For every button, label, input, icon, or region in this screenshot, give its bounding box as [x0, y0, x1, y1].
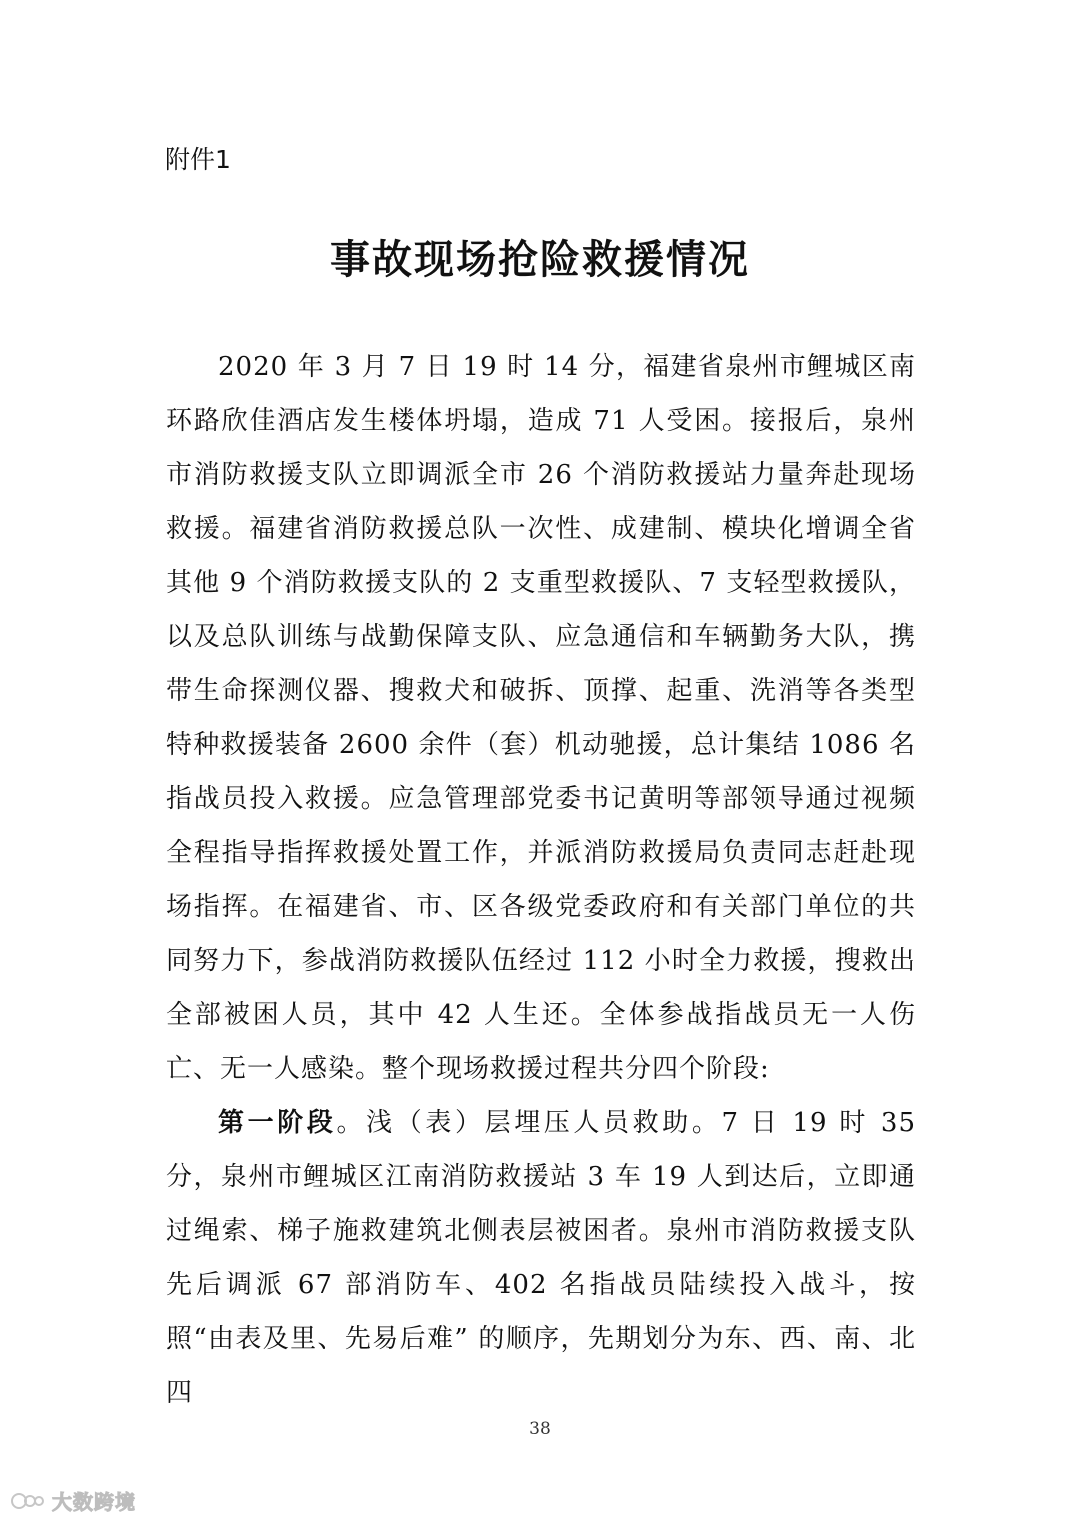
paragraph-text: 2020 年 3 月 7 日 19 时 14 分，福建省泉州市鲤城区南环路欣佳酒店发生楼体坍塌，造成 71 人受困。接报后，泉州市消防救援支队立即调派全市 26 个消防救援站力量奔赴现场救援。福建省消防救援总队一次性、成建制、模块化增调全省其他 9 个消防救援支队的 2 支重型救援队、7 支轻型救援队，以及总队训练与战勤保障支队、应急通信和车辆勤务大队，携带生命探测仪器、搜救犬和破拆、顶撑、起重、洗消等各类型特种救援装备 2600 余件（套）机动驰援，总计集结 1086 名指战员投入救援。应急管理部党委书记黄明等部领导通过视频全程指导指挥救援处置工作，并派消防救援局负责同志赶赴现场指挥。在福建省、市、区各级党委政府和有关部门单位的共同努力下，参战消防救援队伍经过 112 小时全力救援，搜救出全部被困人员，其中 42 人生还。全体参战指战员无一人伤亡、无一人感染。整个现场救援过程共分四个阶段:: [166, 352, 916, 1084]
paragraph-lead: 第一阶段: [218, 1108, 337, 1138]
attachment-label: 附件1: [165, 145, 231, 174]
paragraph-stage-one: [166, 1096, 916, 1420]
paragraph-overview: [166, 340, 916, 1096]
document-body: [166, 340, 916, 1420]
watermark: [10, 1486, 136, 1515]
document-title: 事故现场抢险救援情况: [330, 237, 750, 283]
watermark-logo-icon: [10, 1488, 46, 1514]
paragraph-text: 。浅（表）层埋压人员救助。7 日 19 时 35 分，泉州市鲤城区江南消防救援站 3 车 19 人到达后，立即通过绳索、梯子施救建筑北侧表层被困者。泉州市消防救援支队先后调派 67 部消防车、402 名指战员陆续投入战斗，按照“由表及里、先易后难” 的顺序，先期划分为东、西、南、北四: [166, 1108, 916, 1408]
page-number: 38: [529, 1419, 551, 1439]
watermark-text: 大数跨境: [52, 1490, 136, 1514]
